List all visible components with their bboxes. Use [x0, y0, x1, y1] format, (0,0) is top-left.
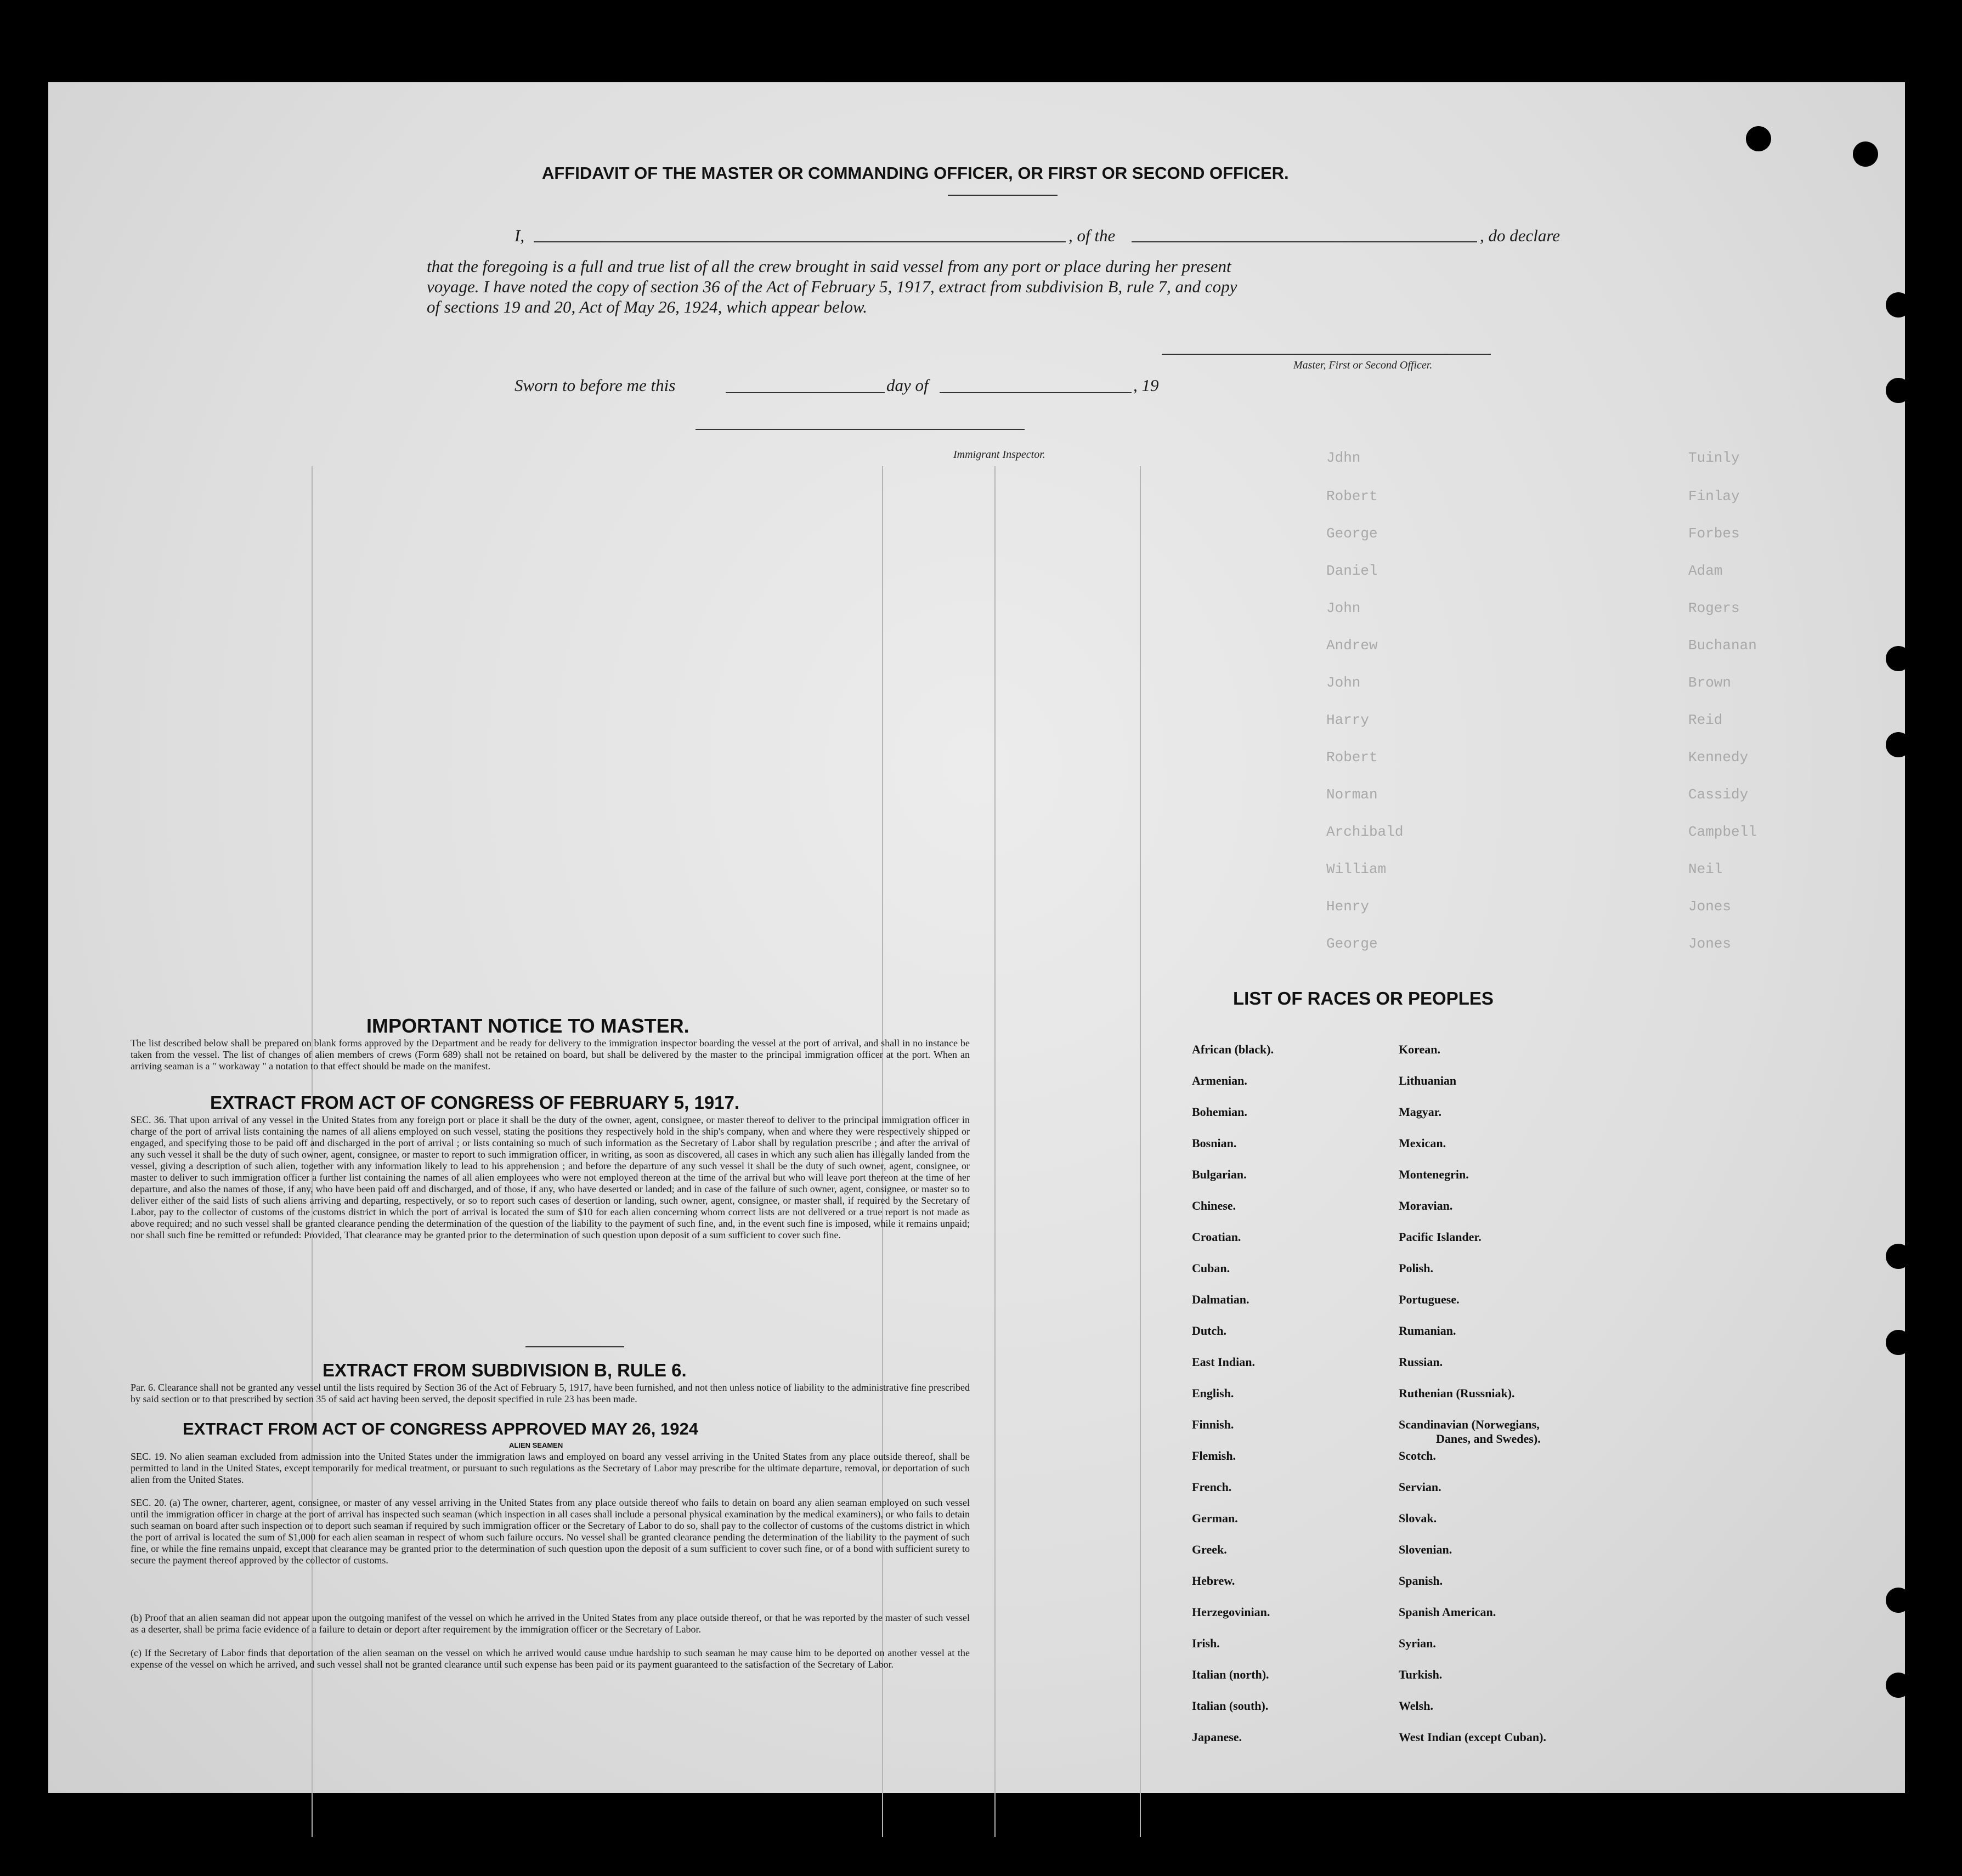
notice-title: IMPORTANT NOTICE TO MASTER.: [366, 1014, 689, 1037]
binder-hole: [1746, 126, 1771, 151]
race-item: Portuguese.: [1399, 1293, 1460, 1306]
inspector-line: [696, 429, 1025, 430]
race-item: Dalmatian.: [1192, 1293, 1249, 1306]
race-item: Rumanian.: [1399, 1324, 1456, 1337]
race-item: Greek.: [1192, 1543, 1227, 1556]
race-item: Bosnian.: [1192, 1136, 1237, 1150]
race-item: Flemish.: [1192, 1449, 1236, 1463]
race-item: Chinese.: [1192, 1199, 1236, 1212]
document-page: [48, 82, 1905, 1793]
bleed-name: Daniel: [1326, 563, 1378, 579]
race-item: Cuban.: [1192, 1261, 1230, 1275]
race-item: Italian (north).: [1192, 1668, 1269, 1681]
race-item: Mexican.: [1399, 1136, 1446, 1150]
bleed-name: Robert: [1326, 488, 1378, 505]
race-item: Magyar.: [1399, 1105, 1442, 1119]
sworn-year: , 19: [1133, 376, 1159, 395]
bleed-surname: Brown: [1688, 675, 1732, 691]
rule6-text: Par. 6. Clearance shall not be granted any vessel until the lists required by Section 36 of the Act of February 5, 1917, have been furnished, and not then unless notice of liability to the administrative fine prescribed by said section or to that prescribed by section 35 of said act having been served, the deposit specified in rule 23 has been made.: [131, 1382, 970, 1404]
name-blank: [534, 241, 1066, 242]
race-item: German.: [1192, 1511, 1238, 1525]
bleed-name: Harry: [1326, 712, 1370, 728]
bleed-surname: Adam: [1688, 563, 1723, 579]
race-item: Armenian.: [1192, 1074, 1247, 1087]
bleed-surname: Jones: [1688, 936, 1732, 952]
race-item: Montenegrin.: [1399, 1167, 1469, 1181]
race-item: Slovenian.: [1399, 1543, 1452, 1556]
bleed-name: William: [1326, 861, 1387, 877]
race-item: Hebrew.: [1192, 1574, 1235, 1588]
binder-hole: [1886, 378, 1911, 403]
race-item: Moravian.: [1399, 1199, 1453, 1212]
bleed-name: Norman: [1326, 786, 1378, 803]
race-item: Turkish.: [1399, 1668, 1443, 1681]
declaration-body-3: of sections 19 and 20, Act of May 26, 1924, which appear below.: [427, 297, 868, 316]
signature-label: Master, First or Second Officer.: [1293, 359, 1433, 371]
race-item: East Indian.: [1192, 1355, 1255, 1369]
declaration-body-2: voyage. I have noted the copy of section 36 of the Act of February 5, 1917, extract from subdivision B, rule 7, and copy: [427, 277, 1237, 296]
race-item: Japanese.: [1192, 1730, 1242, 1744]
rule6-title: EXTRACT FROM SUBDIVISION B, RULE 6.: [323, 1360, 687, 1380]
race-item: African (black).: [1192, 1042, 1274, 1056]
race-item: Slovak.: [1399, 1511, 1437, 1525]
race-item: Spanish.: [1399, 1574, 1443, 1588]
bleed-name: George: [1326, 936, 1378, 952]
sworn-month-blank: [940, 392, 1132, 393]
race-item: Lithuanian: [1399, 1074, 1457, 1087]
race-item: French.: [1192, 1480, 1232, 1494]
race-item: Italian (south).: [1192, 1699, 1269, 1713]
inspector-label: Immigrant Inspector.: [953, 449, 1045, 461]
binder-hole: [1886, 1244, 1911, 1269]
race-item: Dutch.: [1192, 1324, 1226, 1337]
race-item: West Indian (except Cuban).: [1399, 1730, 1546, 1744]
bleed-surname: Reid: [1688, 712, 1723, 728]
race-item: Welsh.: [1399, 1699, 1433, 1713]
binder-hole: [1886, 1330, 1911, 1355]
declaration-i: I,: [514, 226, 525, 245]
sec19-text: SEC. 19. No alien seaman excluded from admission into the United States under the immigration laws and employed on board any vessel arriving in the United States from any place outside thereof, shall be permitted to land in the United States, except temporarily for medical treatment, or pursuant to such regulations as the Secretary of Labor may prescribe for the ultimate departure, removal, or deportation of such alien from the United States.: [131, 1451, 970, 1485]
race-item: Spanish American.: [1399, 1605, 1496, 1619]
race-item-continuation: Danes, and Swedes).: [1436, 1432, 1541, 1446]
bleed-surname: Finlay: [1688, 488, 1740, 505]
binder-hole: [1886, 292, 1911, 318]
bleed-name: Robert: [1326, 749, 1378, 766]
bleed-surname: Jones: [1688, 898, 1732, 915]
extract-1917-text: SEC. 36. That upon arrival of any vessel in the United States from any foreign port or place it shall be the duty of the owner, agent, consignee, or master thereof to deliver to the principal immigration officer in charge of the port of arrival lists containing the names of all aliens employed on such vessel, stating the positions they respectively hold in the ship's company, when and where they were respectively shipped or engaged, and specifying those to be paid off and discharged in the port of arrival ; or lists containing so much of such information as the Secretary of Labor shall by regulation prescribe ; and after the arrival of any such vessel it shall be the duty of such owner, agent, consignee, or master to report to such immigration officer, in writing, as soon as discovered, all cases in which any such alien has illegally landed from the vessel, giving a description of such alien, together with any information likely to lead to his apprehension ; and before the departure of any such vessel it shall be the duty of such owner, agent, consignee, or master to deliver to such immigration officer a further list containing the names of all alien employees who were not employed thereon at the time of the arrival but who will leave port thereon at the time of her departure, and also the names of those, if any, who have been paid off and discharged, and of those, if any, who have deserted or landed; and in case of the failure of such owner, agent, consignee, or master so to deliver either of the said lists of such aliens arriving and departing, respectively, or so to report such cases of desertion or landing, such owner, agent, consignee, or master shall, if required by the Secretary of Labor, pay to the collector of customs of the customs district in which the port of arrival is located the sum of $10 for each alien concerning whom correct lists are not delivered or a true report is not made as above required; and no such vessel shall be granted clearance pending the determination of the question of the liability to the payment of such fine, and, in the event such fine is imposed, while it remains unpaid; nor shall such fine be remitted or refunded: Provided, That clearance may be granted prior to the determination of such question upon deposit of a sum sufficient to cover such fine.: [131, 1114, 970, 1240]
binder-hole: [1886, 646, 1911, 671]
bleed-column-line: [994, 466, 996, 1837]
binder-hole: [1886, 732, 1911, 757]
declaration-do-declare: , do declare: [1480, 226, 1560, 245]
bleed-name: Andrew: [1326, 637, 1378, 654]
race-item: Ruthenian (Russniak).: [1399, 1386, 1515, 1400]
race-item: Korean.: [1399, 1042, 1440, 1056]
bleed-name: John: [1326, 600, 1361, 616]
race-item: Scotch.: [1399, 1449, 1436, 1463]
race-item: Bohemian.: [1192, 1105, 1247, 1119]
declaration-body-1: that the foregoing is a full and true list of all the crew brought in said vessel from any port or place during her present: [427, 257, 1231, 276]
bleed-name: Henry: [1326, 898, 1370, 915]
vessel-blank: [1132, 241, 1477, 242]
signature-line: [1162, 354, 1491, 355]
extract-1924-subtitle: ALIEN SEAMEN: [509, 1441, 563, 1449]
affidavit-title-rule: [948, 195, 1058, 196]
sec20c-text: (c) If the Secretary of Labor finds that deportation of the alien seaman on the vessel on which he arrived would cause undue hardship to such seaman he may cause him to be deported on another vessel at the expense of the vessel on which he arrived, and such vessel shall not be granted clearance until such expense has been paid or its payment guaranteed to the satisfaction of the Secretary of Labor.: [131, 1647, 970, 1670]
race-item: Scandinavian (Norwegians,: [1399, 1418, 1540, 1431]
sec20b-text: (b) Proof that an alien seaman did not appear upon the outgoing manifest of the vessel on which he arrived in the United States from any place outside thereof, or that he was reported by the master of such vessel as a deserter, shall be prima facie evidence of a failure to detain or deport after requirement by the immigration officer or the Secretary of Labor.: [131, 1612, 970, 1635]
bleed-surname: Rogers: [1688, 600, 1740, 616]
affidavit-title: AFFIDAVIT OF THE MASTER OR COMMANDING OFFICER, OR FIRST OR SECOND OFFICER.: [542, 163, 1289, 183]
races-title: LIST OF RACES OR PEOPLES: [1233, 988, 1494, 1008]
race-item: Syrian.: [1399, 1636, 1436, 1650]
binder-hole: [1853, 141, 1878, 167]
race-item: Russian.: [1399, 1355, 1443, 1369]
binder-hole: [1886, 1673, 1911, 1698]
bleed-name: Archibald: [1326, 824, 1404, 840]
race-item: Croatian.: [1192, 1230, 1241, 1244]
race-item: English.: [1192, 1386, 1234, 1400]
race-item: Bulgarian.: [1192, 1167, 1247, 1181]
bleed-surname: Cassidy: [1688, 786, 1749, 803]
race-item: Pacific Islander.: [1399, 1230, 1482, 1244]
bleed-surname: Forbes: [1688, 525, 1740, 542]
bleed-surname: Neil: [1688, 861, 1723, 877]
extract-1917-title: EXTRACT FROM ACT OF CONGRESS OF FEBRUARY 5, 1917.: [210, 1092, 740, 1113]
bleed-name: Jdhn: [1326, 450, 1361, 466]
race-item: Finnish.: [1192, 1418, 1234, 1431]
sworn-prefix: Sworn to before me this: [514, 376, 676, 395]
sec20a-text: SEC. 20. (a) The owner, charterer, agent, consignee, or master of any vessel arriving in the United States from any place outside thereof who fails to detain on board any alien seaman employed on such vessel until the immigration officer in charge at the port of arrival has inspected such seaman (which inspection in all cases shall include a personal physical examination by the medical examiners), or who fails to detain such seaman on board after such inspection or to deport such seaman if required by such immigration officer or the Secretary of Labor to do so, shall pay to the collector of customs of the customs district in which the port of arrival is located the sum of $1,000 for each alien seaman in respect of whom such failure occurs. No vessel shall be granted clearance pending the determination of the liability to the payment of such fine, or while the fine remains unpaid, except that clearance may be granted prior to the determination of such question upon the deposit of a sum sufficient to cover such fine, or of a bond with sufficient surety to secure the payment thereof approved by the collector of customs.: [131, 1497, 970, 1566]
binder-hole: [1886, 1588, 1911, 1613]
race-item: Herzegovinian.: [1192, 1605, 1270, 1619]
bleed-surname: Campbell: [1688, 824, 1757, 840]
sworn-day-of: day of: [886, 376, 929, 395]
bleed-surname: Kennedy: [1688, 749, 1749, 766]
bleed-name: George: [1326, 525, 1378, 542]
bleed-column-line: [1140, 466, 1141, 1837]
race-item: Irish.: [1192, 1636, 1220, 1650]
bleed-surname: Tuinly: [1688, 450, 1740, 466]
notice-text: The list described below shall be prepared on blank forms approved by the Department and be ready for delivery to the immigration inspector boarding the vessel at the port of arrival, and shall in no instance be taken from the vessel. The list of changes of alien members of crews (Form 689) shall not be retained on board, but shall be delivered by the master to the principal immigration officer at the port. When an arriving seaman is a " workaway " a notation to that effect should be made on the manifest.: [131, 1038, 970, 1072]
bleed-surname: Buchanan: [1688, 637, 1757, 654]
bleed-name: John: [1326, 675, 1361, 691]
rule-1917: [525, 1346, 624, 1347]
race-item: Servian.: [1399, 1480, 1441, 1494]
declaration-of-the: , of the: [1068, 226, 1116, 245]
race-item: Polish.: [1399, 1261, 1433, 1275]
sworn-day-blank: [726, 392, 885, 393]
extract-1924-title: EXTRACT FROM ACT OF CONGRESS APPROVED MAY 26, 1924: [183, 1419, 698, 1438]
